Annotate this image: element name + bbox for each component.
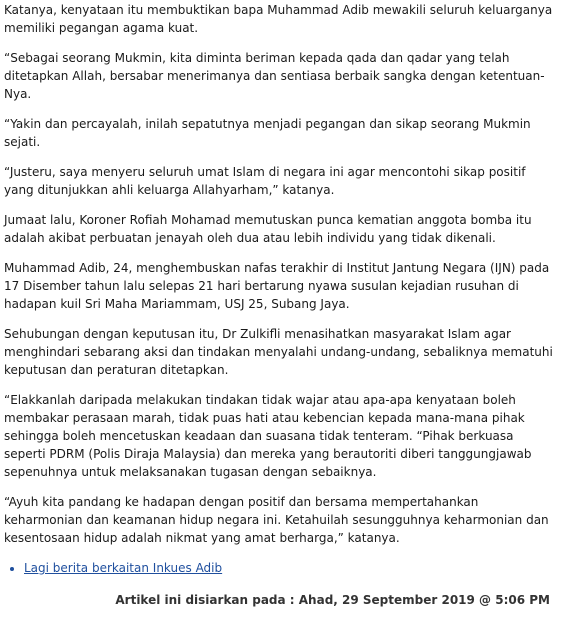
paragraph-9: “Ayuh kita pandang ke hadapan dengan positif dan bersama mempertahankan keharmonian dan keamanan hidup negara ini. Ketahuilah sesungguhnya keharmonian dan kesentosaan hidup adalah nikmat yang amat berharga,” katanya. [4, 495, 549, 545]
paragraph-5: Jumaat lalu, Koroner Rofiah Mohamad memutuskan punca kematian anggota bomba itu adalah akibat perbuatan jenayah oleh dua atau lebih individu yang tidak dikenali. [4, 213, 532, 245]
related-list-item [24, 559, 556, 577]
paragraph-1: Katanya, kenyataan itu membuktikan bapa Muhammad Adib mewakili seluruh keluarganya memiliki pegangan agama kuat. [4, 3, 553, 35]
related-links-list [4, 559, 556, 577]
article-body [4, 0, 556, 621]
paragraph-2: “Sebagai seorang Mukmin, kita diminta beriman kepada qada dan qadar yang telah ditetapkan Allah, bersabar menerimanya dan sentiasa berbaik sangka dengan ketentuan-Nya. [4, 51, 545, 101]
paragraph-8: “Elakkanlah daripada melakukan tindakan tidak wajar atau apa-apa kenyataan boleh membakar perasaan marah, tidak puas hati atau kebencian kepada mana-mana pihak sehingga boleh mencetuskan keadaan dan suasana tidak tenteram. “Pihak berkuasa seperti PDRM (Polis Diraja Malaysia) dan mereka yang berautoriti diberi tanggungjawab sepenuhnya untuk melaksanakan tugasan dengan sebaiknya. [4, 393, 532, 479]
paragraph-4: “Justeru, saya menyeru seluruh umat Islam di negara ini agar mencontohi sikap positif yang ditunjukkan ahli keluarga Allahyarham,” katanya. [4, 165, 526, 197]
paragraph-6: Muhammad Adib, 24, menghembuskan nafas terakhir di Institut Jantung Negara (IJN) pada 17 Disember tahun lalu selepas 21 hari bertarung nyawa susulan kejadian rusuhan di hadapan kuil Sri Maha Mariammam, USJ 25, Subang Jaya. [4, 261, 550, 311]
publish-timestamp: Artikel ini disiarkan pada : Ahad, 29 September 2019 @ 5:06 PM [115, 593, 550, 607]
related-news-link[interactable]: Lagi berita berkaitan Inkues Adib [24, 561, 223, 575]
paragraph-3: “Yakin dan percayalah, inilah sepatutnya menjadi pegangan dan sikap seorang Mukmin sejati. [4, 117, 531, 149]
paragraph-7: Sehubungan dengan keputusan itu, Dr Zulkifli menasihatkan masyarakat Islam agar menghindari sebarang aksi dan tindakan menyalahi undang-undang, sebaliknya mematuhi keputusan dan peraturan ditetapkan. [4, 327, 553, 377]
